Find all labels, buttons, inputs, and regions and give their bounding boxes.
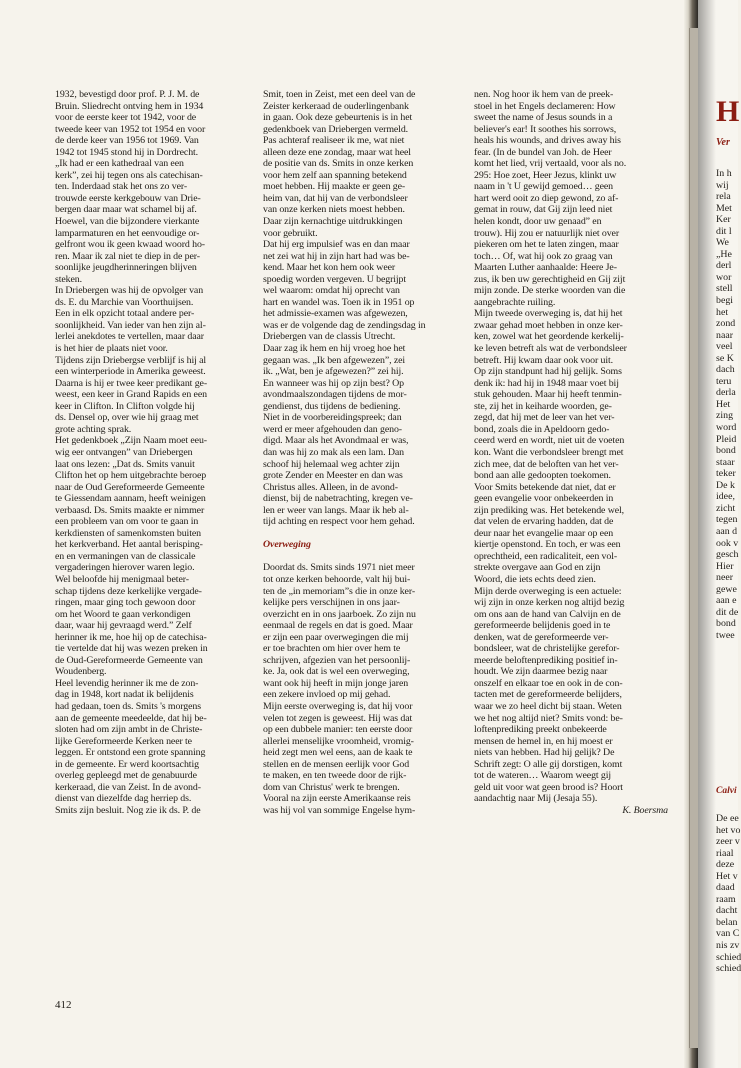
text-line: Pas achteraf realiseer ik me, wat niet bbox=[263, 135, 405, 147]
right-page-subtitle: Ver bbox=[716, 137, 730, 148]
text-line: Mijn tweede overweging is, dat hij het bbox=[474, 308, 623, 320]
text-line: bond aan alle gedoopten toekomen. bbox=[474, 470, 611, 482]
text-line: oprechtheid, een radicaliteit, een vol- bbox=[474, 550, 618, 562]
text-line: ten. Inderdaad stak het ons zo ver- bbox=[55, 181, 188, 193]
text-line: Mijn eerste overweging is, dat hij voor bbox=[263, 700, 413, 712]
text-line: dacht bbox=[716, 905, 738, 917]
text-line: bondsleer, wat de christelijke gerefor- bbox=[474, 643, 620, 655]
text-line: zijn prediking was. Het betekende wel, bbox=[474, 504, 625, 516]
right-page-section-heading: Calvi bbox=[716, 786, 737, 796]
text-line: ke leven betreft als wat de verbondsleer bbox=[474, 343, 627, 355]
text-line: tijd achting en respect voor hem gehad. bbox=[263, 516, 415, 528]
text-line: daad bbox=[716, 882, 735, 894]
text-line: het vo bbox=[716, 824, 741, 836]
text-line: Smit, toen in Zeist, met een deel van de bbox=[263, 89, 416, 100]
text-line: overzicht en in ons jaarboek. Zo zijn nu bbox=[263, 608, 416, 620]
text-line: wij zijn in onze kerken nog altijd bezig bbox=[474, 597, 625, 609]
text-column-2 bbox=[263, 89, 459, 816]
text-line: aan de gemeente meedeelde, dat hij be- bbox=[55, 712, 207, 724]
text-line: onszelf en elkaar toe en ook in de con- bbox=[474, 677, 623, 689]
text-line: derl bbox=[716, 260, 732, 272]
text-line: De ee bbox=[716, 813, 739, 824]
text-line: word bbox=[716, 422, 737, 434]
page-number: 412 bbox=[55, 999, 72, 1011]
text-line: op een dubbele manier: ten eerste door bbox=[263, 724, 413, 736]
text-line: Doordat ds. Smits sinds 1971 niet meer bbox=[263, 562, 415, 574]
text-line: denk ik: had hij in 1948 maar voet bij bbox=[474, 377, 619, 389]
text-line: kerkeraad, die van Zeist. In de avond- bbox=[55, 781, 201, 793]
text-line: voor gebruikt. bbox=[263, 227, 318, 239]
text-line: Daar zag ik hem en hij vroeg hoe het bbox=[263, 343, 406, 355]
text-line: In h bbox=[716, 168, 732, 179]
text-line: ds. Densel op, over wie hij graag met bbox=[55, 412, 199, 424]
text-line: voor de eerste keer tot 1942, voor de bbox=[55, 112, 197, 124]
text-line: „Ik had er een kathedraal van een bbox=[55, 158, 184, 170]
text-line: eenmaal de regels en dat is goed. Maar bbox=[263, 620, 413, 632]
text-column-3 bbox=[474, 89, 670, 816]
text-line: soonlijkheid. Van ieder van hen zijn al- bbox=[55, 319, 206, 331]
text-line: kerkdiensten of samenkomsten buiten bbox=[55, 527, 201, 539]
text-line: schoof hij helemaal weg achter zijn bbox=[263, 458, 400, 470]
text-line: dat velen de ervaring hadden, dat de bbox=[474, 516, 614, 528]
author-name: K. Boersma bbox=[622, 804, 668, 816]
text-line: aan d bbox=[716, 525, 738, 537]
text-line: alleen deze ene zondag, maar wat heel bbox=[263, 146, 411, 158]
text-line: van onze kerken niets moest hebben. bbox=[263, 204, 405, 216]
text-line: piekeren om het te laten zingen, maar bbox=[474, 239, 619, 251]
text-line: gendienst, dus tijdens de bediening. bbox=[263, 400, 401, 412]
text-line: teru bbox=[716, 375, 732, 387]
text-line: 1932, bevestigd door prof. P. J. M. de bbox=[55, 89, 200, 100]
right-page-title: H bbox=[716, 95, 740, 128]
text-line: naar de Oud Gereformeerde Gemeente bbox=[55, 481, 205, 493]
text-line: tot de wateren… Waarom weegt gij bbox=[474, 770, 612, 782]
text-line: Een in elk opzicht totaal andere per- bbox=[55, 308, 195, 320]
text-line: believer's ear! It soothes his sorrows, bbox=[474, 123, 617, 135]
text-line: aandachtig naar Mij (Jesaja 55). bbox=[474, 793, 598, 805]
text-line: Het bbox=[716, 398, 731, 410]
text-line: een zekere invloed op mij gehad. bbox=[263, 689, 391, 701]
text-line: in de gemeente. Er werd koortsachtig bbox=[55, 758, 199, 770]
text-line: houdt. We zijn daarmee bezig naar bbox=[474, 666, 608, 678]
text-line: stoel in het Engels declameren: How bbox=[474, 100, 616, 112]
text-line: idee, bbox=[716, 491, 735, 503]
text-line: we het nog altijd niet? Smits vond: be- bbox=[474, 712, 623, 724]
text-line: gereformeerde belijdenis goed in te bbox=[474, 620, 611, 632]
text-line: belan bbox=[716, 916, 738, 928]
text-line: digd. Maar als het Avondmaal er was, bbox=[263, 435, 409, 447]
text-line: het admissie-examen was afgewezen, bbox=[263, 308, 408, 320]
text-line: naar bbox=[716, 329, 733, 341]
text-line: begi bbox=[716, 295, 734, 307]
text-line: betreft. Hij kwam daar ook voor uit. bbox=[474, 354, 613, 366]
text-line: Clifton het op hem uitgebrachte beroep bbox=[55, 470, 207, 482]
text-line: gemat in rouw, dat Gij zijn leed niet bbox=[474, 204, 613, 216]
text-line: Woudenberg. bbox=[55, 666, 107, 678]
text-line: helen kondt, door uw genaad” en bbox=[474, 216, 602, 228]
text-line: denken, wat de gereformeerde ver- bbox=[474, 631, 609, 643]
text-line: trouwde eerste kerkgebouw van Drie- bbox=[55, 192, 201, 204]
text-line: dit l bbox=[716, 225, 732, 237]
right-page-text-2 bbox=[716, 813, 741, 975]
text-line: tweede keer van 1952 tot 1954 en voor bbox=[55, 123, 206, 135]
text-line: len er weer van langs. Maar ik heb al- bbox=[263, 504, 409, 516]
text-line: dienst van diezelfde dag herriep ds. bbox=[55, 793, 192, 805]
text-line: hart werd ooit zo diep gewond, zo af- bbox=[474, 192, 619, 204]
text-line: Hoewel, van die bijzondere vierkante bbox=[55, 216, 200, 228]
text-line: is het hier de plaats niet voor. bbox=[55, 343, 168, 355]
text-line: de Oud-Gereformeerde Gemeente van bbox=[55, 654, 203, 666]
text-line: Woord, die iets echts deed zien. bbox=[474, 573, 596, 585]
text-line: dan was hij zo mak als een lam. Dan bbox=[263, 446, 405, 458]
text-line: gegaan was. „Ik ben afgewezen”, zei bbox=[263, 354, 406, 366]
text-line: raam bbox=[716, 893, 736, 905]
text-line: wig eer ontvangen” van Driebergen bbox=[55, 446, 193, 458]
text-line: bond, zoals die in Apeldoorn gedo- bbox=[474, 423, 610, 435]
text-line: zicht bbox=[716, 502, 736, 514]
text-line: te Giessendam aannam, heeft weinigen bbox=[55, 493, 206, 505]
text-line: overleg gepleegd met de genabuurde bbox=[55, 770, 197, 782]
text-line: neer bbox=[716, 572, 733, 584]
text-line: Voor Smits betekende dat niet, dat er bbox=[474, 481, 616, 493]
text-line: „He bbox=[716, 248, 732, 260]
text-line: sloten had om zijn ambt in de Christe- bbox=[55, 724, 203, 736]
text-line: schap tijdens deze kerkelijke vergade- bbox=[55, 585, 202, 597]
right-page-text bbox=[716, 168, 738, 641]
text-line: kend. Maar het kon hem ook weer bbox=[263, 262, 396, 274]
text-line: grote achting sprak. bbox=[55, 423, 132, 435]
text-line: spoedig worden vergeven. U begrijpt bbox=[263, 273, 407, 285]
text-line: allerlei menselijke vroomheid, vromig- bbox=[263, 735, 414, 747]
text-line: er toe brachten om hier over hem te bbox=[263, 643, 401, 655]
text-line: heim van, dat hij van de verbondsleer bbox=[263, 192, 408, 204]
text-line: kiertje openstond. En toch, er was een bbox=[474, 539, 621, 551]
text-line: toch… Of, wat hij ook zo graag van bbox=[474, 250, 613, 262]
text-line: het kerkverband. Het aantal berisping- bbox=[55, 539, 203, 551]
text-line: fear. (In de bundel van Joh. de Heer bbox=[474, 146, 612, 158]
text-line: gelfront wou ik geen kwaad woord ho- bbox=[55, 239, 205, 251]
text-line: Schrift zegt: O alle gij dorstigen, komt bbox=[474, 758, 623, 770]
text-line: voor hem zelf aan spanning betekend bbox=[263, 169, 407, 181]
text-line: dag in 1948, kort nadat ik belijdenis bbox=[55, 689, 194, 701]
text-line: bond bbox=[716, 618, 736, 630]
text-line: aan e bbox=[716, 595, 737, 607]
text-line: weest, een keer in Grand Rapids en een bbox=[55, 389, 207, 401]
text-line: ke. Ja, ook dat is wel een overweging, bbox=[263, 666, 410, 678]
text-line: deur naar het evangelie maar op een bbox=[474, 527, 614, 539]
text-line: tacten met de gereformeerde belijders, bbox=[474, 689, 622, 701]
text-line: hart en wandel was. Toen ik in 1951 op bbox=[263, 296, 415, 308]
text-line: daar, waar hij gevraagd werd.” Zelf bbox=[55, 620, 192, 632]
text-line: net zei wat hij in zijn hart had was be- bbox=[263, 250, 410, 262]
text-line: ste, zij het in keiharde woorden, ge- bbox=[474, 400, 612, 412]
text-line: In Driebergen was hij de opvolger van bbox=[55, 285, 204, 297]
text-line: Daar zijn kernachtige uitdrukkingen bbox=[263, 216, 403, 228]
text-line: had gedaan, toen ds. Smits 's morgens bbox=[55, 700, 202, 712]
text-line bbox=[263, 551, 459, 563]
text-line: schied bbox=[716, 963, 741, 975]
text-line: meerde beloftenprediking positief in- bbox=[474, 654, 618, 666]
text-line: vergaderingen hierover waren legio. bbox=[55, 562, 195, 574]
text-line: er zijn een paar overwegingen die mij bbox=[263, 631, 409, 643]
text-line: keer in Clifton. In Clifton volgde hij bbox=[55, 400, 195, 412]
text-line: strekte overgave aan God en zijn bbox=[474, 562, 601, 574]
text-line: in gaan. Ook deze gebeurtenis is in het bbox=[263, 112, 413, 124]
text-line: herinner ik me, hoe hij op de catechisa- bbox=[55, 631, 207, 643]
text-line: teker bbox=[716, 468, 736, 480]
text-line: werd er meer afgehouden dan geno- bbox=[263, 423, 402, 435]
text-line: lijke Gereformeerde Kerken neer te bbox=[55, 735, 192, 747]
text-line: tot onze kerken behoorde, valt hij bui- bbox=[263, 573, 411, 585]
text-line: twee bbox=[716, 629, 735, 641]
text-line: De k bbox=[716, 479, 735, 491]
text-line: kon. Want die verbondsleer brengt met bbox=[474, 446, 624, 458]
text-line: Smits zijn besluit. Nog zie ik ds. P. de bbox=[55, 804, 201, 816]
text-line: dit de bbox=[716, 606, 739, 618]
text-line: leggen. Er ontstond een grote spanning bbox=[55, 747, 206, 759]
text-line: avondmaalszondagen tijdens de mor- bbox=[263, 389, 407, 401]
text-line: tegen bbox=[716, 514, 738, 526]
text-line: geen evangelie voor onbekeerden in bbox=[474, 493, 614, 505]
text-line: naam in 't U gewijd gemoed… geen bbox=[474, 181, 613, 193]
text-line: zing bbox=[716, 410, 734, 422]
text-line: zwaar gehad moet hebben in onze ker- bbox=[474, 319, 623, 331]
text-line: gewe bbox=[716, 583, 737, 595]
text-line: schied bbox=[716, 951, 741, 963]
text-line: We bbox=[716, 237, 729, 249]
text-line: Niet in de voorbereidingspreek; dan bbox=[263, 412, 402, 424]
text-line: bergen daar maar wat schamel bij af. bbox=[55, 204, 197, 216]
text-line: Tijdens zijn Driebergse verblijf is hij al bbox=[55, 354, 207, 366]
text-line: ds. E. du Marchie van Voorthuijsen. bbox=[55, 296, 194, 308]
text-line: ook v bbox=[716, 537, 739, 549]
text-line: dienst, bij de nabetrachting, kregen ve- bbox=[263, 493, 413, 505]
text-line: nis zv bbox=[716, 940, 740, 952]
text-line: verbaasd. Ds. Smits maakte er nimmer bbox=[55, 504, 205, 516]
text-line: een probleem van om voor te gaan in bbox=[55, 516, 199, 528]
text-line: heid zegt men wel eens, aan de kaak te bbox=[263, 747, 413, 759]
text-line: 1942 tot 1945 stond hij in Dordrecht. bbox=[55, 146, 199, 158]
text-line: kelijke pers verschijnen in ons jaar- bbox=[263, 597, 400, 609]
text-line: was hij vol van sommige Engelse hym- bbox=[263, 804, 416, 816]
right-page bbox=[698, 0, 741, 1068]
text-line: geld uit voor wat geen brood is? Hoort bbox=[474, 781, 623, 793]
text-line: Zeister kerkeraad de ouderlingenbank bbox=[263, 100, 409, 112]
text-line: lerlei anekdotes te vertellen, maar daar bbox=[55, 331, 204, 343]
text-line bbox=[263, 528, 459, 540]
section-heading: Overweging bbox=[263, 539, 311, 551]
text-line: zeer v bbox=[716, 836, 740, 848]
text-line: aangebrachte ruiling. bbox=[474, 296, 556, 308]
text-line: want ook hij heeft in mijn jonge jaren bbox=[263, 677, 409, 689]
text-line: veel bbox=[716, 341, 733, 353]
text-line: stellen en de mensen eerlijk voor God bbox=[263, 758, 410, 770]
text-line: deze bbox=[716, 859, 735, 871]
text-line: komt het lied, vrij vertaald, voor als no. bbox=[474, 158, 627, 170]
text-line: Op zijn standpunt had hij gelijk. Soms bbox=[474, 366, 622, 378]
text-line: loftenprediking preekt onbekeerde bbox=[474, 724, 607, 736]
text-line: Mijn derde overweging is een actuele: bbox=[474, 585, 622, 597]
text-line: Bruin. Sliedrecht ontving hem in 1934 bbox=[55, 100, 204, 112]
text-line: Wel beloofde hij menigmaal beter- bbox=[55, 573, 189, 585]
text-line: Hier bbox=[716, 560, 734, 572]
text-line: de positie van ds. Smits in onze kerken bbox=[263, 158, 414, 170]
text-line: velen tot zegen is geweest. Hij was dat bbox=[263, 712, 413, 724]
text-line: ringen, maar ging toch gewoon door bbox=[55, 597, 196, 609]
text-line: dom van Christus' werk te brengen. bbox=[263, 781, 400, 793]
text-line: ten de „in memoriam”s die in onze ker- bbox=[263, 585, 416, 597]
text-line: te maken, en ten tweede door de rijk- bbox=[263, 770, 407, 782]
text-line: ren. Maar ik zal niet te diep in de per- bbox=[55, 250, 200, 262]
text-line: de derde keer van 1956 tot 1969. Van bbox=[55, 135, 199, 147]
text-column-1 bbox=[55, 89, 247, 816]
text-line: om het Woord te gaan verkondigen bbox=[55, 608, 191, 620]
text-line: riaal bbox=[716, 847, 734, 859]
text-line: was er de volgende dag de zendingsdag in bbox=[263, 319, 426, 331]
text-line: Pleid bbox=[716, 433, 737, 445]
text-line: sweet the name of Jesus sounds in a bbox=[474, 112, 613, 124]
text-line: een winterperiode in Amerika geweest. bbox=[55, 366, 206, 378]
text-line: wor bbox=[716, 271, 732, 283]
text-line: ken, zowel wat het geordende kerkelij- bbox=[474, 331, 624, 343]
text-line: dach bbox=[716, 364, 735, 376]
text-line: heals his wounds, and drives away his bbox=[474, 135, 621, 147]
text-line: nen. Nog hoor ik hem van de preek- bbox=[474, 89, 614, 100]
text-line: rela bbox=[716, 191, 731, 203]
text-line: wel waarom: omdat hij oprecht van bbox=[263, 285, 400, 297]
text-line: Ker bbox=[716, 214, 731, 226]
text-line: zich mee, dat de beloften van het ver- bbox=[474, 458, 619, 470]
text-line: tie vertelde dat hij was wezen preken in bbox=[55, 643, 208, 655]
text-line: zond bbox=[716, 318, 736, 330]
text-line: En wanneer was hij op zijn best? Op bbox=[263, 377, 405, 389]
text-line: se K bbox=[716, 352, 734, 364]
text-line: Dat hij erg impulsief was en dan maar bbox=[263, 239, 410, 251]
text-line: Maarten Luther aanhaalde: Heere Je- bbox=[474, 262, 617, 274]
text-line: 295: Hoe zoet, Heer Jezus, klinkt uw bbox=[474, 169, 617, 181]
text-line: Heel levendig herinner ik me de zon- bbox=[55, 677, 199, 689]
text-line: van C bbox=[716, 928, 740, 940]
text-line: staar bbox=[716, 456, 735, 468]
text-line: mensen de hemel in, en hij moest er bbox=[474, 735, 613, 747]
text-line: Met bbox=[716, 202, 732, 214]
text-line: ceerd werd en wordt, niet uit de voeten bbox=[474, 435, 625, 447]
text-line: stell bbox=[716, 283, 733, 295]
text-line: Daarna is hij er twee keer predikant ge- bbox=[55, 377, 208, 389]
text-line: Vooral na zijn eerste Amerikaanse reis bbox=[263, 793, 411, 805]
text-line: Het gedenkboek „Zijn Naam moet eeu- bbox=[55, 435, 207, 447]
text-line: kerk”, zei hij tegen ons als catechisan- bbox=[55, 169, 203, 181]
text-line: lamparmaturen en het eenvoudige or- bbox=[55, 227, 200, 239]
text-line: om ons aan de hand van Calvijn en de bbox=[474, 608, 621, 620]
text-line: ik. „Wat, ben je afgewezen?” zei hij. bbox=[263, 366, 404, 378]
text-line: schrijven, afgezien van het persoonlij- bbox=[263, 654, 411, 666]
text-line: stuk gehouden. Maar hij heeft tenmin- bbox=[474, 389, 622, 401]
text-line: trouw). Hij zou er natuurlijk niet over bbox=[474, 227, 620, 239]
text-line: wij bbox=[716, 179, 729, 191]
text-line: mijn zonde. De sterke woorden van die bbox=[474, 285, 626, 297]
text-line: niets van hebben. Had hij gelijk? De bbox=[474, 747, 615, 759]
text-line: moet hebben. Hij maakte er geen ge- bbox=[263, 181, 406, 193]
text-line: zegd, dat hij met de leer van het ver- bbox=[474, 412, 615, 424]
text-line: zus, ik ben uw gerechtigheid en Gij zijt bbox=[474, 273, 626, 285]
text-line: bond bbox=[716, 445, 736, 457]
text-line: het bbox=[716, 306, 729, 318]
text-line: soonlijke jeugdherinneringen blijven bbox=[55, 262, 197, 274]
text-line: Driebergen van de classis Utrecht. bbox=[263, 331, 396, 343]
text-line: gedenkboek van Driebergen vermeld. bbox=[263, 123, 409, 135]
text-line: grote Zender en Meester en dan was bbox=[263, 470, 403, 482]
text-line: en en vermaningen van de classicale bbox=[55, 550, 196, 562]
text-line: waar we zo heel dicht bij staan. Weten bbox=[474, 700, 622, 712]
text-line: gesch bbox=[716, 549, 739, 561]
text-line: Christus alles. Alleen, in de avond- bbox=[263, 481, 398, 493]
text-line: laat ons lezen: „Dat ds. Smits vanuit bbox=[55, 458, 195, 470]
text-line: steken. bbox=[55, 273, 82, 285]
text-line: Het v bbox=[716, 870, 738, 882]
text-line: derla bbox=[716, 387, 736, 399]
